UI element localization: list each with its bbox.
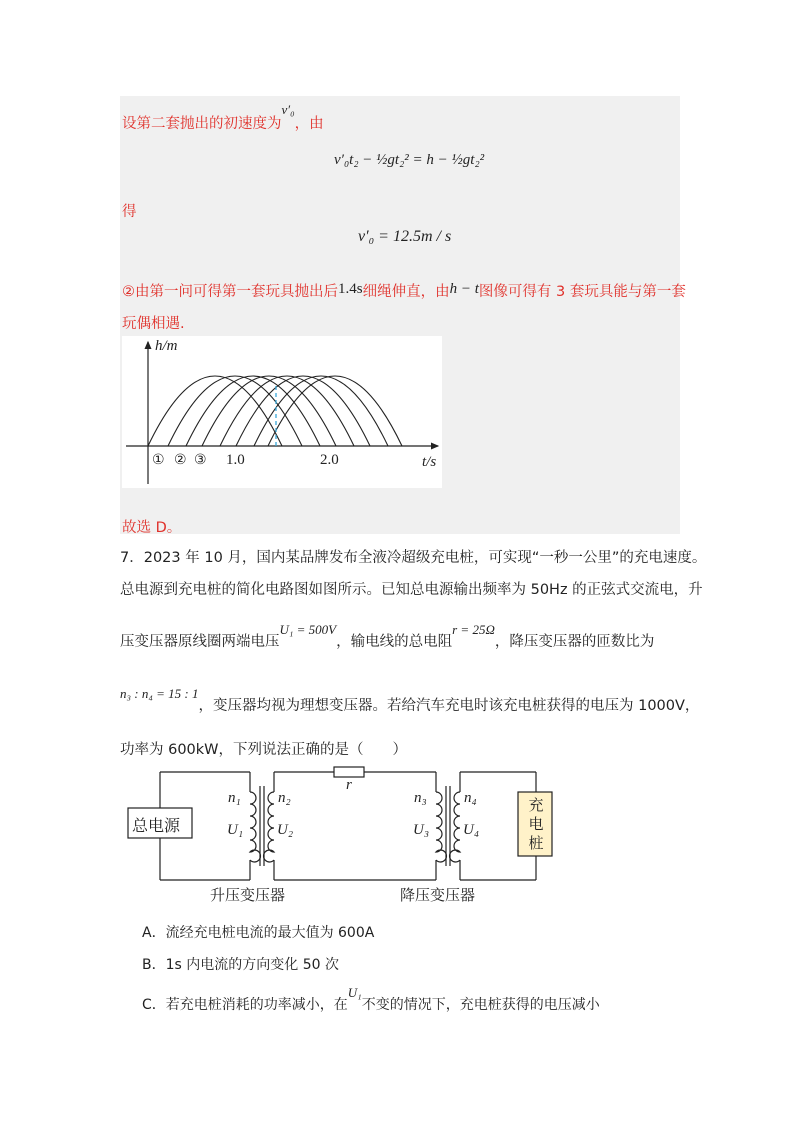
label-r: r — [346, 777, 352, 793]
u1-value: U₁ = 500V — [279, 622, 337, 637]
question-line-3-c: ，降压变压器的匝数比为 — [494, 634, 655, 650]
coil-n3 — [436, 792, 446, 862]
circuit-svg — [120, 762, 560, 912]
question-line-2: 总电源到充电桩的简化电路图如图所示。已知总电源输出频率为 50Hz 的正弦式交流电，升 — [120, 582, 703, 598]
question-line-3-a: 压变压器原线圈两端电压 — [120, 634, 280, 650]
charging-pile-label: 充电桩 — [528, 796, 544, 852]
time-value: 1.4s — [338, 281, 363, 297]
h-t-graph-svg — [122, 336, 442, 488]
solution-line-2-a: ②由第一问可得第一套玩具抛出后 — [122, 284, 338, 300]
marker-2: ② — [174, 452, 187, 468]
curve-3 — [186, 376, 320, 446]
curve-2 — [168, 376, 302, 446]
resistor-r — [334, 767, 364, 777]
label-U2: U₂ — [277, 822, 294, 838]
tick-label-1: 1.0 — [226, 452, 245, 468]
solution-line-2-b: 细绳伸直，由 — [362, 284, 450, 300]
option-c-a: C．若充电桩消耗的功率减小，在 — [142, 997, 348, 1013]
source-label: 总电源 — [132, 816, 181, 835]
equation-2: v′₀ = 12.5m / s — [358, 228, 452, 245]
question-line-4 — [120, 686, 700, 715]
equation-1: v′₀t₂ − ½gt₂² = h − ½gt₂² — [334, 152, 485, 168]
solution-line-3: 玩偶相遇. — [122, 316, 185, 332]
turns-ratio: n₃ : n₄ = 15 : 1 — [120, 686, 199, 701]
marker-3: ③ — [194, 452, 207, 468]
coil-n1 — [250, 792, 260, 862]
curve-4 — [202, 376, 336, 446]
question-line-3-b: ，输电线的总电阻 — [336, 634, 453, 650]
question-line-4-b: ，变压器均视为理想变压器。若给汽车充电时该充电桩获得的电压为 1000V， — [198, 698, 700, 714]
option-b: B．1s 内电流的方向变化 50 次 — [142, 957, 339, 973]
question-line-1: 7．2023 年 10 月，国内某品牌发布全液冷超级充电桩，可实现“一秒一公里”的充电速度。 — [120, 550, 707, 566]
coil-n4 — [450, 792, 460, 862]
var-v0-prime: v′₀ — [281, 102, 295, 117]
option-a: A．流经充电桩电流的最大值为 600A — [142, 925, 375, 941]
r-value: r = 25Ω — [452, 622, 495, 637]
solution-line-1 — [122, 102, 324, 133]
circuit-diagram — [120, 762, 560, 912]
solution-de: 得 — [122, 204, 137, 220]
y-axis-label: h/m — [155, 338, 178, 354]
step-up-label: 升压变压器 — [210, 888, 286, 904]
step-down-label: 降压变压器 — [400, 888, 476, 904]
label-n1: n₁ — [228, 790, 241, 806]
label-U3: U₃ — [413, 822, 430, 838]
option-c-var: U₁ — [347, 985, 362, 1000]
question-line-5: 功率为 600kW，下列说法正确的是（ ） — [120, 742, 408, 758]
label-n3: n₃ — [414, 790, 427, 806]
option-c — [142, 985, 600, 1014]
solution-line-2-c: 图像可得有 3 套玩具能与第一套 — [478, 284, 686, 300]
curve-6 — [236, 376, 370, 446]
x-axis-label: t/s — [422, 454, 437, 470]
label-U4: U₄ — [463, 822, 480, 838]
solution-line-2 — [122, 280, 686, 301]
option-c-b: 不变的情况下，充电桩获得的电压减小 — [361, 997, 600, 1013]
label-n2: n₂ — [278, 790, 291, 806]
label-n4: n₄ — [464, 790, 477, 806]
solution-line-1-tail: ，由 — [294, 116, 324, 132]
label-U1: U₁ — [227, 822, 244, 838]
tick-label-2: 2.0 — [320, 452, 339, 468]
marker-1: ① — [152, 452, 165, 468]
h-t-graph — [122, 336, 442, 488]
question-line-3 — [120, 622, 655, 651]
var-h-t: h − t — [449, 281, 479, 297]
solution-line-1-text: 设第二套抛出的初速度为 — [122, 116, 282, 132]
conclusion: 故选 D。 — [122, 520, 182, 536]
coil-n2 — [264, 792, 274, 862]
curve-7 — [254, 376, 388, 446]
